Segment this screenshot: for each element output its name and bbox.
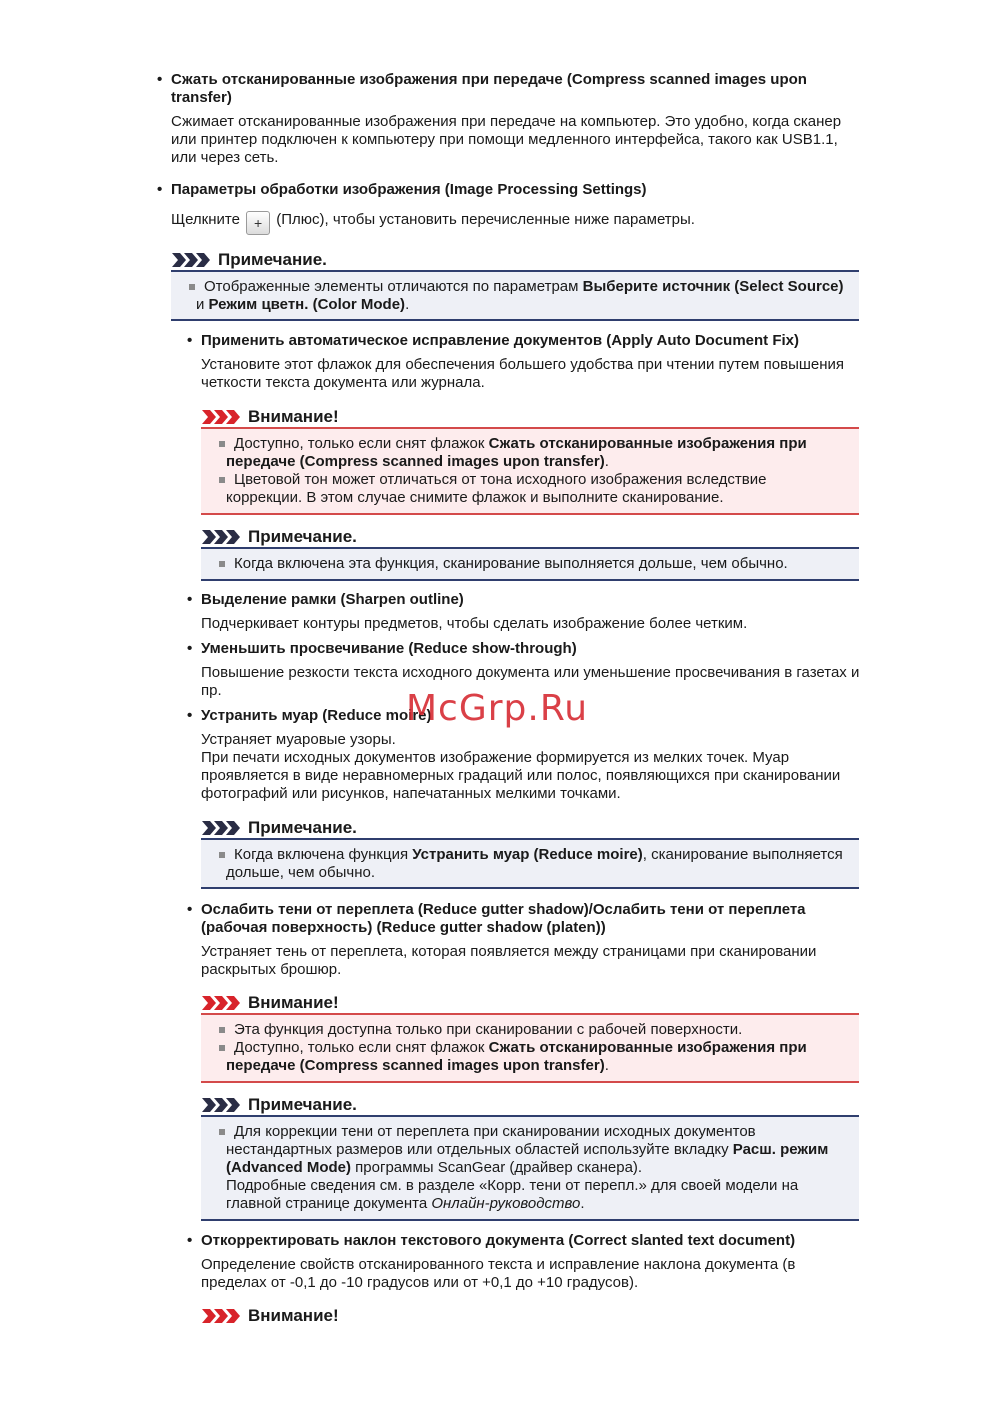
- warning-bold: Сжать отсканированные изображения при: [488, 1039, 807, 1056]
- note-bold: (Advanced Mode): [226, 1159, 352, 1176]
- warning-text: Эта функция доступна только при сканировании с рабочей поверхности.: [234, 1021, 743, 1038]
- note-item-cont: [201, 1195, 859, 1213]
- note-text: Подробные сведения см. в разделе «Корр. тени от перепл.» для своей модели на: [226, 1177, 799, 1194]
- slant-section: [201, 1232, 861, 1292]
- note-text: Когда включена эта функция, сканирование выполняется дольше, чем обычно.: [234, 555, 788, 572]
- note-text: , сканирование выполняется: [642, 846, 843, 863]
- gray-square-icon: [189, 284, 195, 290]
- image-processing-desc: [171, 211, 861, 235]
- note-box: [171, 270, 859, 321]
- warning-item: [201, 435, 859, 453]
- note-label: Примечание.: [248, 818, 357, 837]
- online-manual-link-text: Онлайн-руководство: [431, 1195, 581, 1212]
- click-suffix: (Плюс), чтобы установить перечисленные ниже параметры.: [276, 211, 695, 228]
- plus-button[interactable]: +: [246, 211, 270, 235]
- note-item-cont: [201, 1159, 859, 1177]
- warning-text: Доступно, только если снят флажок: [234, 435, 489, 452]
- warning-box: [201, 427, 859, 515]
- chevron-arrows-icon: [172, 253, 212, 267]
- note-header: [202, 1093, 357, 1117]
- moire-desc-line2: При печати исходных документов изображение формируется из мелких точек. Муар проявляется в виде неравномерных градаций или полос, появляющихся при сканировании фотографий или рисунков, напечатанных мелкими точками.: [201, 749, 841, 802]
- warning-item-cont: [201, 489, 859, 507]
- note-header: [202, 525, 357, 549]
- gray-square-icon: [219, 1045, 225, 1051]
- note-text: .: [580, 1195, 585, 1212]
- note-bold: Устранить муар (Reduce moire): [412, 846, 643, 863]
- note-label: Примечание.: [248, 527, 357, 546]
- auto-fix-section: [201, 332, 861, 392]
- note-label: Примечание.: [218, 250, 327, 269]
- gray-square-icon: [219, 1027, 225, 1033]
- note-text: нестандартных размеров или отдельных областей используйте вкладку: [226, 1141, 733, 1158]
- watermark: McGrp.Ru: [406, 688, 589, 729]
- sharpen-title: Выделение рамки (Sharpen outline): [201, 591, 464, 608]
- bullet: •: [157, 181, 163, 198]
- note-header: [172, 248, 327, 272]
- warning-label: Внимание!: [248, 1306, 339, 1325]
- warning-text: .: [604, 1057, 609, 1074]
- gray-square-icon: [219, 1129, 225, 1135]
- warning-header: [202, 1304, 339, 1328]
- bullet: •: [187, 640, 193, 657]
- note-item: [201, 846, 859, 864]
- note-header: [202, 816, 357, 840]
- auto-fix-desc: Установите этот флажок для обеспечения большего удобства при чтении путем повышения четкости текста документа или журнала.: [201, 356, 845, 391]
- gutter-title: Ослабить тени от переплета (Reduce gutter shadow)/Ослабить тени от переплета (рабочая поверхность) (Reduce gutter shadow (platen)): [201, 901, 806, 936]
- moire-desc-line1: Устраняет муаровые узоры.: [201, 731, 396, 748]
- note-text: главной странице документа: [226, 1195, 432, 1212]
- chevron-arrows-icon: [202, 530, 242, 544]
- note-item: [171, 278, 859, 296]
- image-processing-title: Параметры обработки изображения (Image Processing Settings): [171, 181, 647, 198]
- sharpen-desc: Подчеркивает контуры предметов, чтобы сделать изображение более четким.: [201, 615, 748, 632]
- warning-text: .: [604, 453, 609, 470]
- note-bold: Расш. режим: [732, 1141, 829, 1158]
- click-prefix: Щелкните: [171, 211, 240, 228]
- show-through-desc: Повышение резкости текста исходного документа или уменьшение просвечивания в газетах и пр.: [201, 664, 860, 699]
- warning-item-cont: [201, 453, 859, 471]
- bullet: •: [157, 71, 163, 88]
- note-text: Для коррекции тени от переплета при сканировании исходных документов: [234, 1123, 756, 1140]
- note-label: Примечание.: [248, 1095, 357, 1114]
- sharpen-section: [201, 591, 861, 633]
- warning-bold: передаче (Compress scanned images upon transfer): [226, 453, 605, 470]
- warning-bold: передаче (Compress scanned images upon transfer): [226, 1057, 605, 1074]
- red-chevron-arrows-icon: [202, 1309, 242, 1323]
- note-text: и: [196, 296, 209, 313]
- note-box: [201, 547, 859, 581]
- note-item-cont: [201, 1177, 859, 1195]
- note-bold: Выберите источник (Select Source): [582, 278, 844, 295]
- gutter-section: [201, 901, 861, 979]
- warning-item: [201, 1021, 859, 1039]
- warning-header: [202, 991, 339, 1015]
- warning-item: [201, 471, 859, 489]
- warning-item-cont: [201, 1057, 859, 1075]
- gray-square-icon: [219, 561, 225, 567]
- moire-title: Устранить муар (Reduce moire): [201, 707, 432, 724]
- gray-square-icon: [219, 477, 225, 483]
- warning-label: Внимание!: [248, 993, 339, 1012]
- show-through-title: Уменьшить просвечивание (Reduce show-through): [201, 640, 577, 657]
- note-text: Когда включена функция: [234, 846, 413, 863]
- warning-item: [201, 1039, 859, 1057]
- bullet: •: [187, 1232, 193, 1249]
- note-item-cont: [201, 1141, 859, 1159]
- compress-desc: Сжимает отсканированные изображения при передаче на компьютер. Это удобно, когда сканер или принтер подключен к компьютеру при помощи медленного интерфейса, такого как USB1.1, или через сеть.: [171, 113, 842, 166]
- chevron-arrows-icon: [202, 1098, 242, 1112]
- warning-bold: Сжать отсканированные изображения при: [488, 435, 807, 452]
- gutter-desc: Устраняет тень от переплета, которая появляется между страницами при сканировании раскрытых брошюр.: [201, 943, 817, 978]
- warning-box: [201, 1013, 859, 1083]
- gray-square-icon: [219, 852, 225, 858]
- note-bold: Режим цветн. (Color Mode): [208, 296, 406, 313]
- note-box: [201, 1115, 859, 1221]
- note-item-cont: [201, 864, 859, 882]
- note-item: [201, 1123, 859, 1141]
- moire-desc: [201, 731, 861, 803]
- warning-text: Доступно, только если снят флажок: [234, 1039, 489, 1056]
- bullet: •: [187, 332, 193, 349]
- auto-fix-title: Применить автоматическое исправление документов (Apply Auto Document Fix): [201, 332, 800, 349]
- note-text: программы ScanGear (драйвер сканера).: [351, 1159, 643, 1176]
- slant-title: Откорректировать наклон текстового документа (Correct slanted text document): [201, 1232, 796, 1249]
- warning-label: Внимание!: [248, 407, 339, 426]
- note-item-cont: [171, 296, 859, 314]
- slant-desc: Определение свойств отсканированного текста и исправление наклона документа (в пределах от -0,1 до -10 градусов или от +0,1 до +10 градусов).: [201, 1256, 796, 1291]
- red-chevron-arrows-icon: [202, 410, 242, 424]
- note-item: [201, 555, 859, 573]
- warning-text: коррекции. В этом случае снимите флажок и выполните сканирование.: [226, 489, 724, 506]
- compress-title: Сжать отсканированные изображения при передаче (Compress scanned images upon transfer): [171, 71, 807, 106]
- warning-text: Цветовой тон может отличаться от тона исходного изображения вследствие: [234, 471, 767, 488]
- note-text: дольше, чем обычно.: [226, 864, 376, 881]
- compress-section: [171, 71, 861, 167]
- bullet: •: [187, 707, 193, 724]
- bullet: •: [187, 901, 193, 918]
- warning-header: [202, 405, 339, 429]
- chevron-arrows-icon: [202, 821, 242, 835]
- bullet: •: [187, 591, 193, 608]
- note-box: [201, 838, 859, 889]
- image-processing-section: [171, 181, 861, 235]
- red-chevron-arrows-icon: [202, 996, 242, 1010]
- note-text: Отображенные элементы отличаются по параметрам: [204, 278, 583, 295]
- gray-square-icon: [219, 441, 225, 447]
- note-text: .: [405, 296, 410, 313]
